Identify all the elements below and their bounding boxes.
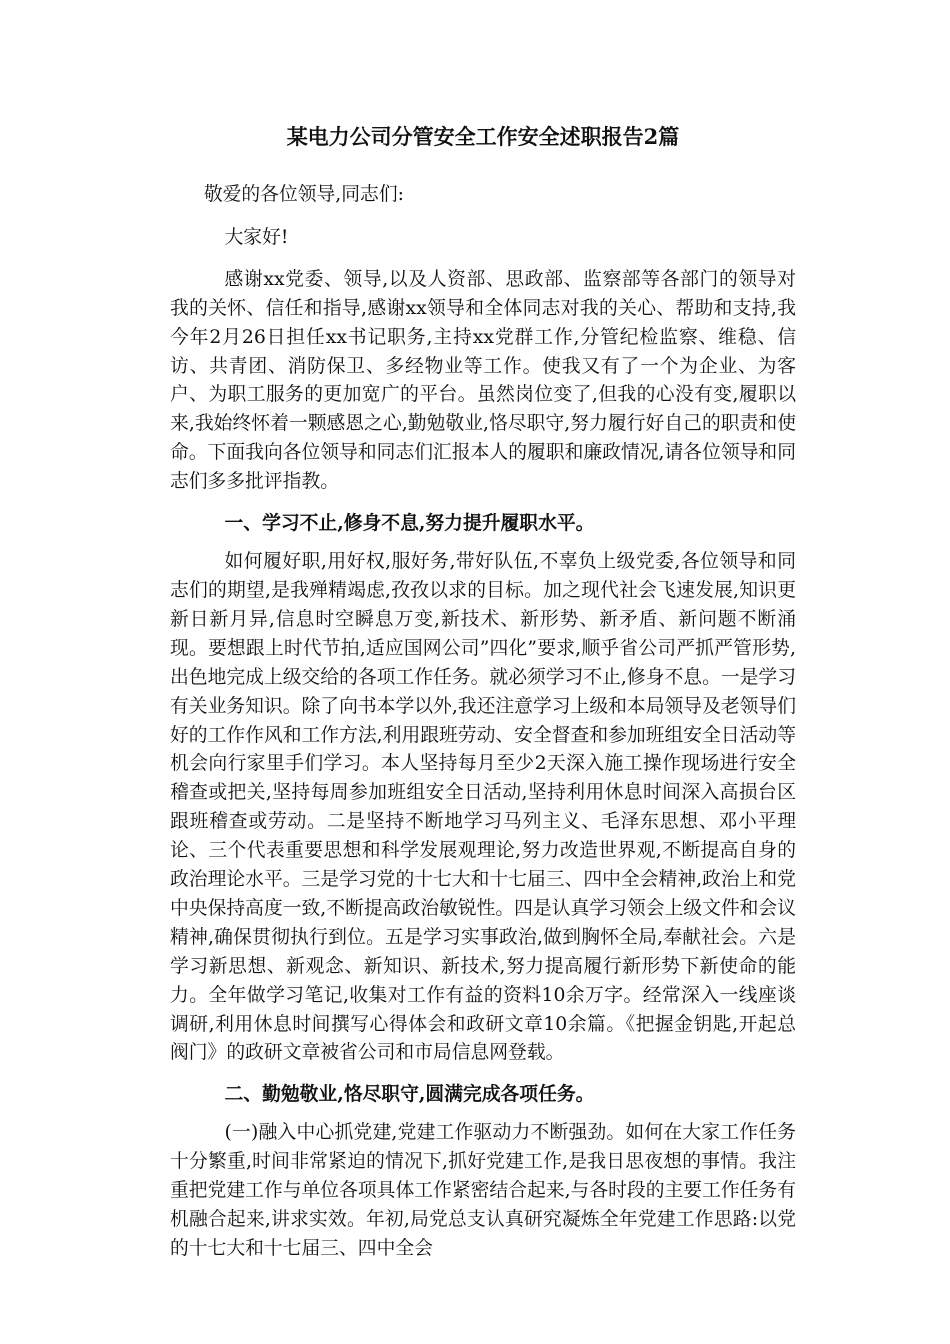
document-title: 某电力公司分管安全工作安全述职报告2篇	[286, 124, 680, 149]
section-1-paragraph: 如何履好职,用好权,服好务,带好队伍,不辜负上级党委,各位领导和同志们的期望,是我殚精竭虑,孜孜以求的目标。加之现代社会飞速发展,知识更新日新月异,信息时空瞬息万变,新技术、新形势、新矛盾、新问题不断涌现。要想跟上时代节拍,适应国网公司”四化”要求,顺乎省公司严抓严管形势,出色地完成上级交给的各项工作任务。就必须学习不止,修身不息。一是学习有关业务知识。除了向书本学以外,我还注意学习上级和本局领导及老领导们好的工作作风和工作方法,利用跟班劳动、安全督查和参加班组安全日活动等机会向行家里手们学习。本人坚持每月至少2天深入施工操作现场进行安全稽查或把关,坚持每周参加班组安全日活动,坚持利用休息时间深入高损台区跟班稽查或劳动。二是坚持不断地学习马列主义、毛泽东思想、邓小平理论、三个代表重要思想和科学发展观理论,努力改造世界观,不断提高自身的政治理论水平。三是学习党的十七大和十七届三、四中全会精神,政治上和党中央保持高度一致,不断提高政治敏锐性。四是认真学习领会上级文件和会议精神,确保贯彻执行到位。五是学习实事政治,做到胸怀全局,奉献社会。六是学习新思想、新观念、新知识、新技术,努力提高履行新形势下新使命的能力。全年做学习笔记,收集对工作有益的资料10余万字。经常深入一线座谈调研,利用休息时间撰写心得体会和政研文章10余篇。《把握金钥匙,开起总阀门》的政研文章被省公司和市局信息网登载。	[170, 551, 796, 1064]
salutation-line: 敬爱的各位领导,同志们:	[203, 184, 404, 205]
section-heading-1: 一、学习不止,修身不息,努力提升履职水平。	[224, 512, 595, 535]
document-content	[170, 120, 796, 1264]
intro-paragraph: 感谢xx党委、领导,以及人资部、思政部、监察部等各部门的领导对我的关怀、信任和指导,感谢xx领导和全体同志对我的关心、帮助和支持,我今年2月26日担任xx书记职务,主持xx党群工作,分管纪检监察、维稳、信访、共青团、消防保卫、多经物业等工作。使我又有了一个为企业、为客户、为职工服务的更加宽广的平台。虽然岗位变了,但我的心没有变,履职以来,我始终怀着一颗感恩之心,勤勉敬业,恪尽职守,努力履行好自己的职责和使命。下面我向各位领导和同志们汇报本人的履职和廉政情况,请各位领导和同志们多多批评指教。	[170, 268, 796, 493]
greeting-line: 大家好!	[224, 226, 289, 248]
section-2-paragraph: (一)融入中心抓党建,党建工作驱动力不断强劲。如何在大家工作任务十分繁重,时间非常紧迫的情况下,抓好党建工作,是我日思夜想的事情。我注重把党建工作与单位各项具体工作紧密结合起来,与各时段的主要工作任务有机融合起来,讲求实效。年初,局党总支认真研究凝炼全年党建工作思路:以党的十七大和十七届三、四中全会	[170, 1122, 796, 1259]
section-heading-2: 二、勤勉敬业,恪尽职守,圆满完成各项任务。	[224, 1083, 595, 1106]
